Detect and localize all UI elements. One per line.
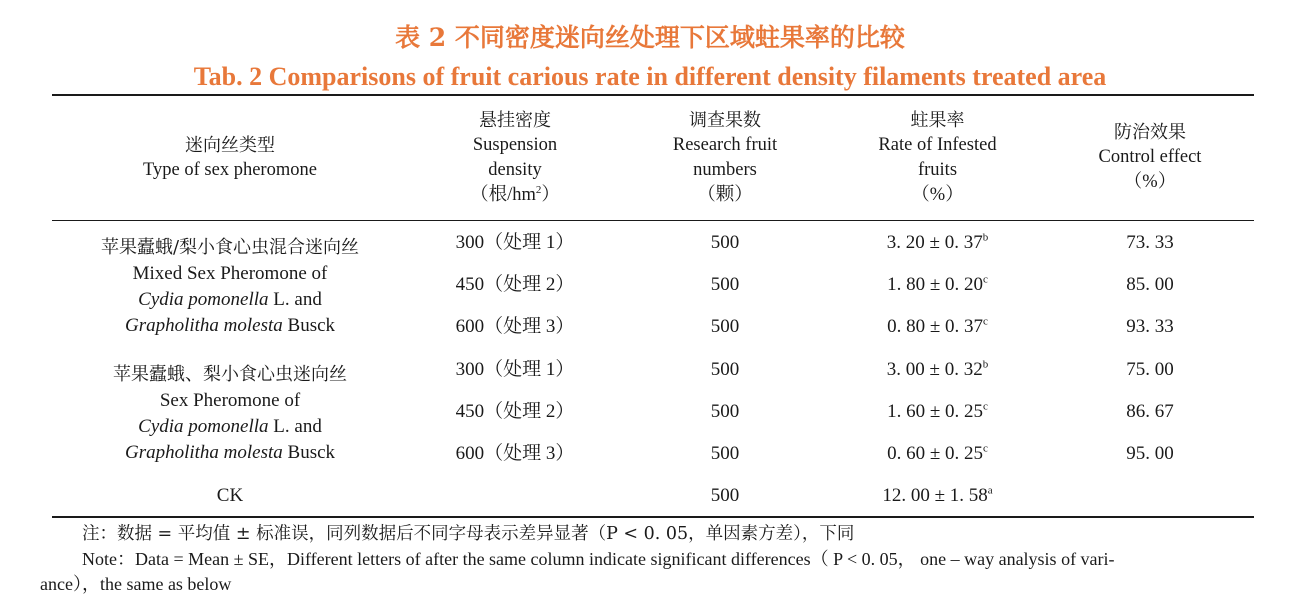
fruit-count-cell: 500 <box>710 232 740 253</box>
density-cell: 600（处理 3） <box>455 316 575 337</box>
header-infest-rate <box>835 108 1040 208</box>
density-cell: 300（处理 1） <box>455 359 575 380</box>
header-control-effect-unit: （%） <box>1123 172 1177 192</box>
fruit-count-cell: 500 <box>710 401 740 422</box>
control-effect-cell: 85. 00 <box>1126 274 1174 295</box>
header-type <box>60 133 400 183</box>
group-name-en-1: Mixed Sex Pheromone of <box>132 263 328 284</box>
header-density-en-1: Suspension <box>472 135 558 155</box>
header-control-effect-cn: 防治效果 <box>1114 122 1186 143</box>
infest-rate-cell: 0. 60 ± 0. 25$^c$ <box>887 442 988 464</box>
table-title-chinese: 表 2 不同密度迷向丝处理下区域蛀果率的比较 <box>395 23 905 52</box>
fruit-count-cell: 500 <box>710 485 740 506</box>
top-rule <box>52 94 1254 96</box>
group-label-mixed <box>60 235 400 339</box>
infest-rate-cell: 3. 20 ± 0. 37$^b$ <box>886 231 989 253</box>
header-type-en: Type of sex pheromone <box>143 160 317 180</box>
header-fruit-count-en-1: Research fruit <box>672 135 778 155</box>
density-cell: 600（处理 3） <box>455 443 575 464</box>
header-fruit-count <box>630 108 820 208</box>
header-infest-rate-unit: （%） <box>911 185 964 205</box>
header-rule <box>52 220 1254 221</box>
group-label-separate <box>60 362 400 466</box>
header-density-en-2: density <box>488 160 542 180</box>
control-effect-cell: 75. 00 <box>1126 359 1174 380</box>
fruit-count-cell: 500 <box>710 359 740 380</box>
infest-rate-cell: 1. 60 ± 0. 25$^c$ <box>887 400 988 422</box>
infest-rate-cell: 0. 80 ± 0. 37$^c$ <box>887 315 988 337</box>
note-english-line2: ance），the same as below <box>40 574 232 594</box>
infest-rate-cell: 1. 80 ± 0. 20$^c$ <box>887 273 988 295</box>
infest-rate-cell: 12. 00 ± 1. 58$^a$ <box>882 484 993 506</box>
density-cell: 300（处理 1） <box>455 232 575 253</box>
table-title-english: Tab. 2 Comparisons of fruit carious rate in different density filaments treated area <box>193 62 1107 91</box>
density-cell: 450（处理 2） <box>455 274 575 295</box>
note-chinese: 注：数据 = 平均值 ± 标准误，同列数据后不同字母表示差异显著（P < 0. 05，单因素方差），下同 <box>82 524 855 544</box>
group-name-cn: 苹果蠹蛾、梨小食心虫迷向丝 <box>113 364 347 385</box>
control-effect-cell: 95. 00 <box>1126 443 1174 464</box>
fruit-count-cell: 500 <box>710 443 740 464</box>
control-effect-cell: 73. 33 <box>1126 232 1174 253</box>
header-control-effect-en: Control effect <box>1098 147 1202 167</box>
header-fruit-count-en-2: numbers <box>693 160 757 180</box>
header-infest-rate-en-2: fruits <box>917 160 958 180</box>
control-effect-cell: 86. 67 <box>1126 401 1174 422</box>
header-fruit-count-unit: （颗） <box>697 185 753 205</box>
infest-rate-cell: 3. 00 ± 0. 32$^b$ <box>886 358 989 380</box>
header-type-cn: 迷向丝类型 <box>185 135 275 156</box>
note-english-line1: Note：Data = Mean ± SE，Different letters of after the same column indicate significant differences（ P < 0. 05， one – way analysis of vari- <box>82 549 1115 569</box>
header-density-cn: 悬挂密度 <box>479 110 551 131</box>
header-infest-rate-cn: 蛀果率 <box>910 110 965 131</box>
control-effect-cell: 93. 33 <box>1126 316 1174 337</box>
header-control-effect <box>1055 120 1245 195</box>
fruit-count-cell: 500 <box>710 274 740 295</box>
header-fruit-count-cn: 调查果数 <box>689 110 761 131</box>
header-density-unit: （根$/hm^2$） <box>470 183 560 205</box>
header-density <box>415 108 615 208</box>
group-name-en-3: Grapholitha molesta Busck <box>124 442 336 463</box>
group-name-en-2: Cydia pomonella L. and <box>138 289 322 310</box>
fruit-count-cell: 500 <box>710 316 740 337</box>
density-cell: 450（处理 2） <box>455 401 575 422</box>
ck-label-cell: CK <box>216 485 244 506</box>
group-name-en-3: Grapholitha molesta Busck <box>124 315 336 336</box>
group-name-en-2: Cydia pomonella L. and <box>138 416 322 437</box>
header-infest-rate-en-1: Rate of Infested <box>878 135 997 155</box>
bottom-rule <box>52 516 1254 518</box>
group-name-en-1: Sex Pheromone of <box>159 390 301 411</box>
group-name-cn: 苹果蠹蛾/梨小食心虫混合迷向丝 <box>100 237 360 258</box>
